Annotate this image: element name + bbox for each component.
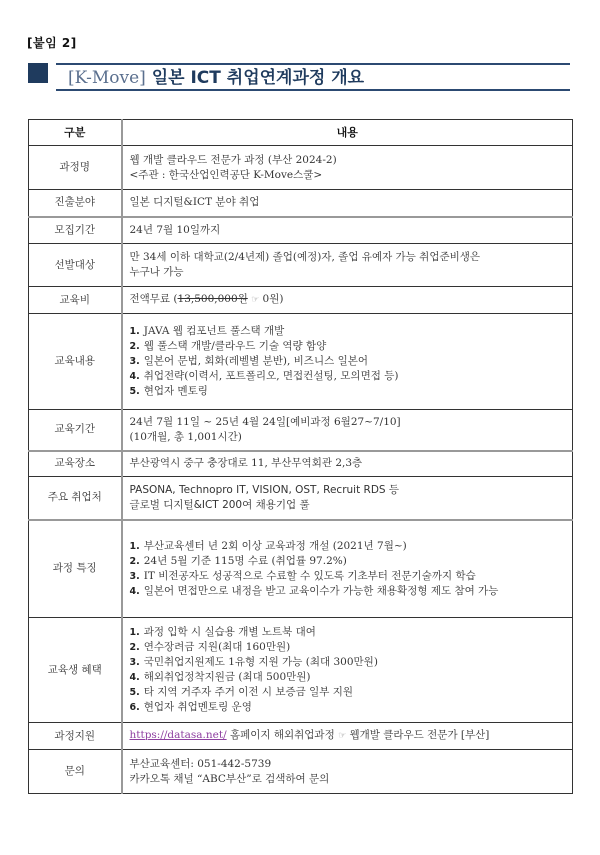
row-content: 일본 디지털&ICT 분야 취업 (122, 190, 573, 217)
table-header-row (29, 120, 573, 146)
page-title (68, 68, 364, 88)
row-content (122, 410, 573, 451)
list-item: 4. 해외취업정착지원금 (최대 500만원) (129, 671, 311, 683)
apply-text: 홈페이지 해외취업과정 (226, 729, 339, 741)
row-label: 과정 특징 (29, 520, 122, 618)
list-item: 1. JAVA 웹 컴포넌트 풀스택 개발 (129, 325, 285, 337)
features-list (130, 539, 567, 599)
employers-line: PASONA, Technopro IT, VISION, OST, Recruit RDS 등 (129, 483, 400, 496)
row-features (29, 520, 573, 618)
header-category: 구분 (29, 120, 122, 146)
row-label: 교육생 혜택 (29, 618, 122, 723)
list-item: 5. 타 지역 거주자 주거 이전 시 보증금 일부 지원 (129, 686, 354, 698)
list-item: 5. 현업자 멘토링 (129, 385, 208, 397)
target-line: 누구나 가능 (129, 266, 184, 278)
row-label: 과정지원 (29, 723, 122, 750)
list-item: 4. 일본어 면접만으로 내정을 받고 교육이수가 가능한 채용확정형 제도 참여 가능 (129, 584, 499, 597)
attachment-label: [붙임 2] (27, 36, 77, 50)
title-prefix: [K-Move] (68, 68, 146, 88)
apply-path: 웹개발 클라우드 전문가 [부산] (346, 729, 490, 741)
list-item: 6. 현업자 취업멘토링 운영 (129, 701, 252, 713)
list-item: 1. 부산교육센터 년 2회 이상 교육과정 개설 (2021년 7월~) (129, 539, 407, 552)
row-content (122, 287, 573, 314)
row-recruit-period (29, 217, 573, 244)
row-content (122, 750, 573, 794)
period-line: 24년 7월 11일 ~ 25년 4월 24일[예비과정 6월27~7/10] (129, 415, 401, 428)
title-main: 일본 ICT 취업연계과정 개요 (145, 68, 365, 88)
title-bar (56, 63, 570, 91)
row-label: 문의 (29, 750, 122, 794)
period-line: (10개월, 총 1,001시간) (129, 430, 242, 443)
row-apply (29, 723, 573, 750)
row-field (29, 190, 573, 217)
fee-prefix: 전액무료 ( (129, 293, 178, 305)
list-item: 3. 일본어 문법, 회화(레벨별 분반), 비즈니스 일본어 (129, 355, 369, 367)
row-label: 교육장소 (29, 451, 122, 477)
row-target (29, 244, 573, 287)
list-item: 4. 취업전략(이력서, 포트폴리오, 면접컨설팅, 모의면접 등) (129, 370, 399, 382)
row-label: 진출분야 (29, 190, 122, 217)
benefits-list (130, 625, 567, 715)
target-line: 만 34세 이하 대학교(2/4년제) 졸업(예정)자, 졸업 유예자 가능 취업준비생은 (129, 251, 481, 263)
row-label: 주요 취업처 (29, 477, 122, 520)
list-item: 1. 과정 입학 시 실습용 개별 노트북 대여 (129, 626, 316, 638)
title-square-decoration (28, 63, 48, 83)
fee-final-price: 0원) (259, 293, 284, 305)
row-edu-period (29, 410, 573, 451)
row-content (122, 244, 573, 287)
list-item: 2. 24년 5월 기준 115명 수료 (취업률 97.2%) (129, 554, 347, 567)
row-label: 선발대상 (29, 244, 122, 287)
list-item: 3. 국민취업지원제도 1유형 지원 가능 (최대 300만원) (129, 656, 378, 668)
row-content (122, 314, 573, 410)
list-item: 2. 연수장려금 지원(최대 160만원) (129, 641, 291, 653)
pointing-hand-icon: ☞ (251, 295, 260, 305)
organizer-line: <주관 : 한국산업인력공단 K-Move스쿨> (129, 168, 323, 181)
row-content (122, 723, 573, 750)
course-name-line: 웹 개발 클라우드 전문가 과정 (부산 2024-2) (129, 153, 337, 166)
contact-kakao: 카카오톡 채널 “ABC부산”로 검색하여 문의 (129, 772, 330, 785)
contact-phone: 부산교육센터: 051-442-5739 (129, 757, 272, 770)
row-label: 교육내용 (29, 314, 122, 410)
row-benefits (29, 618, 573, 723)
row-label: 모집기간 (29, 217, 122, 244)
row-label: 교육기간 (29, 410, 122, 451)
curriculum-list (130, 324, 567, 399)
overview-table (28, 119, 573, 794)
row-contact (29, 750, 573, 794)
row-fee (29, 287, 573, 314)
pointing-hand-icon: ☞ (338, 731, 347, 741)
row-location (29, 451, 573, 477)
row-content (122, 618, 573, 723)
list-item: 3. IT 비전공자도 성공적으로 수료할 수 있도록 기초부터 전문기술까지 학습 (129, 569, 476, 582)
row-content (122, 146, 573, 190)
row-content: 부산광역시 중구 충장대로 11, 부산무역회관 2,3층 (122, 451, 573, 477)
list-item: 2. 웹 풀스택 개발/클라우드 기술 역량 함양 (129, 340, 327, 352)
fee-original-price: 13,500,000원 (177, 293, 248, 305)
employers-line: 글로벌 디지털&ICT 200여 채용기업 풀 (129, 498, 310, 511)
row-content (122, 520, 573, 618)
row-label: 과정명 (29, 146, 122, 190)
row-content: 24년 7월 10일까지 (122, 217, 573, 244)
homepage-link[interactable]: https://datasa.net/ (129, 729, 227, 741)
row-employers (29, 477, 573, 520)
row-content (122, 477, 573, 520)
header-content: 내용 (122, 120, 573, 146)
row-curriculum (29, 314, 573, 410)
row-course-name (29, 146, 573, 190)
row-label: 교육비 (29, 287, 122, 314)
